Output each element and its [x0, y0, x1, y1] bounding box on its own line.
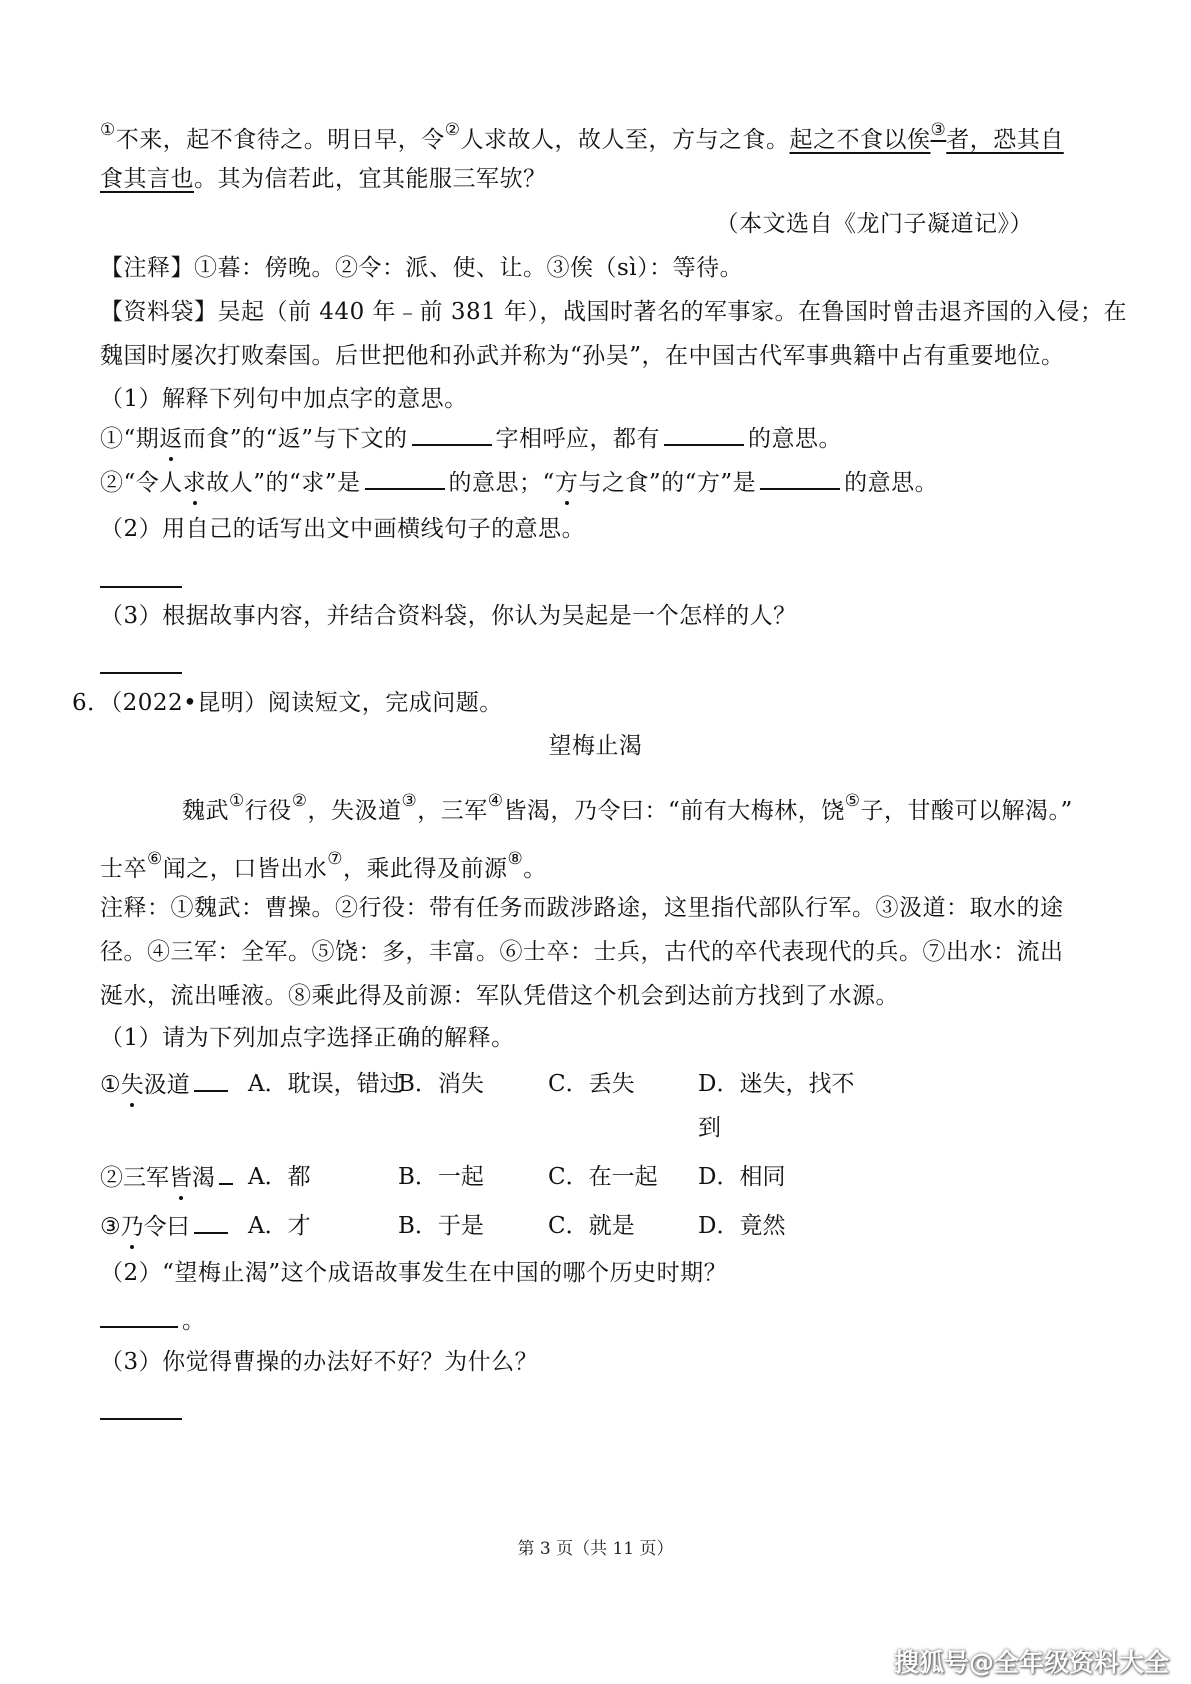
dotted-char-nai: 乃 — [121, 1211, 144, 1243]
answer-line-s6-q3[interactable] — [100, 1418, 182, 1420]
dotted-char-shi: 失 — [121, 1069, 144, 1101]
s6-question-2-answer: 。 — [100, 1304, 206, 1337]
underlined-sentence-part-1: 起之不食以俟 — [789, 127, 931, 153]
answer-blank[interactable] — [664, 422, 744, 446]
passage-title: 望梅止渴 — [548, 733, 643, 759]
s6-question-2: （2）“望梅止渴”这个成语故事发生在中国的哪个历史时期？ — [100, 1260, 728, 1286]
choice-blank[interactable] — [194, 1068, 228, 1092]
note-marker-1: ① — [100, 120, 116, 140]
passage-line-2 — [100, 163, 547, 195]
passage-text-3: 。其为信若此，宜其能服三军欤？ — [194, 166, 547, 192]
dotted-char-fan: 返 — [159, 423, 183, 455]
s6-item-1-option-b[interactable]: B．消失 — [398, 1071, 484, 1097]
answer-blank[interactable] — [100, 1304, 178, 1328]
s6-item-2-option-c[interactable]: C．在一起 — [548, 1164, 658, 1190]
question-1-item-2: ②“令人求故人”的“求”是 的意思；“方与之食”的“方”是 的意思。 — [100, 466, 938, 499]
underlined-sentence-part-3: 食其言也 — [100, 166, 194, 192]
s6-item-2-option-a[interactable]: A．都 — [248, 1164, 311, 1190]
s6-item-1-stem: ①失汲道 — [100, 1068, 232, 1101]
s6-item-1-option-d-cont: 到 — [698, 1115, 721, 1141]
s6-item-3-stem: ③乃令曰 — [100, 1210, 232, 1243]
s6-item-2-option-b[interactable]: B．一起 — [398, 1164, 484, 1190]
answer-blank[interactable] — [412, 422, 492, 446]
info-box-line-2: 魏国时屡次打败秦国。后世把他和孙武并称为“孙吴”，在中国古代军事典籍中占有重要地位。 — [100, 343, 1065, 369]
s6-item-2-option-d[interactable]: D．相同 — [698, 1164, 786, 1190]
source-citation: （本文选自《龙门子凝道记》） — [715, 211, 1033, 237]
s6-question-3: （3）你觉得曹操的办法好不好？为什么？ — [100, 1349, 539, 1375]
s6-notes-line-2: 径。④三军：全军。⑤饶：多，丰富。⑥士卒：士兵，古代的卒代表现代的兵。⑦出水：流出 — [100, 939, 1064, 965]
s6-notes-line-3: 涎水，流出唾液。⑧乘此得及前源：军队凭借这个机会到达前方找到了水源。 — [100, 983, 899, 1009]
dotted-char-jie: 皆 — [169, 1162, 192, 1194]
question-2: （2）用自己的话写出文中画横线句子的意思。 — [100, 516, 586, 542]
s6-item-1-option-d[interactable]: D．迷失，找不 — [698, 1071, 855, 1097]
s6-item-1-option-a[interactable]: A．耽误，错过 — [248, 1071, 403, 1097]
s6-item-2-stem: ②三军皆渴 — [100, 1161, 237, 1194]
s6-passage-line-1: 魏武①行役②，失汲道③，三军④皆渴，乃令曰：“前有大梅林，饶⑤子，甘酸可以解渴。” — [182, 791, 1073, 824]
passage-text-1: 不来，起不食待之。明日早，令 — [115, 127, 445, 153]
s6-item-3-option-c[interactable]: C．就是 — [548, 1213, 635, 1239]
choice-blank[interactable] — [219, 1161, 233, 1185]
s6-item-3-option-a[interactable]: A．才 — [248, 1213, 311, 1239]
underlined-sentence-part-2: 者，恐其自 — [946, 127, 1064, 153]
dotted-char-qiu: 求 — [183, 467, 207, 499]
s6-notes-line-1: 注释：①魏武：曹操。②行役：带有任务而跋涉路途，这里指代部队行军。③汲道：取水的途 — [100, 895, 1064, 921]
watermark: 搜狐号@全年级资料大全 — [893, 1648, 1169, 1677]
s6-passage-line-2: 士卒⑥闻之，口皆出水⑦，乘此得及前源⑧。 — [100, 849, 547, 882]
page-footer: 第 3 页（共 11 页） — [517, 1539, 674, 1559]
s6-item-3-option-d[interactable]: D．竟然 — [698, 1213, 786, 1239]
answer-blank[interactable] — [365, 466, 445, 490]
annotations: 【注释】①暮：傍晚。②令：派、使、让。③俟（sì）：等待。 — [100, 255, 744, 281]
info-box-line-1: 【资料袋】吴起（前 440 年﹣前 381 年），战国时著名的军事家。在鲁国时曾击退齐国的入侵；在 — [100, 299, 1128, 325]
s6-item-1-option-c[interactable]: C．丢失 — [548, 1071, 635, 1097]
question-1: （1）解释下列句中加点字的意思。 — [100, 386, 468, 412]
answer-blank[interactable] — [760, 466, 840, 490]
question-1-item-1: ①“期返而食”的“返”与下文的 字相呼应，都有 的意思。 — [100, 422, 842, 455]
dotted-char-fang: 方 — [555, 467, 579, 499]
section-6-heading: 6．（2022•昆明）阅读短文，完成问题。 — [72, 690, 503, 716]
choice-blank[interactable] — [194, 1210, 228, 1234]
s6-question-1: （1）请为下列加点字选择正确的解释。 — [100, 1025, 515, 1051]
passage-line-1 — [100, 114, 1064, 156]
s6-item-3-option-b[interactable]: B．于是 — [398, 1213, 484, 1239]
note-marker-3: ③ — [930, 120, 947, 140]
question-3: （3）根据故事内容，并结合资料袋，你认为吴起是一个怎样的人？ — [100, 603, 797, 629]
note-marker-2: ② — [444, 120, 461, 140]
answer-line-q2[interactable] — [100, 586, 182, 588]
passage-text-2: 人求故人，故人至，方与之食。 — [460, 127, 790, 153]
answer-line-q3[interactable] — [100, 672, 182, 674]
